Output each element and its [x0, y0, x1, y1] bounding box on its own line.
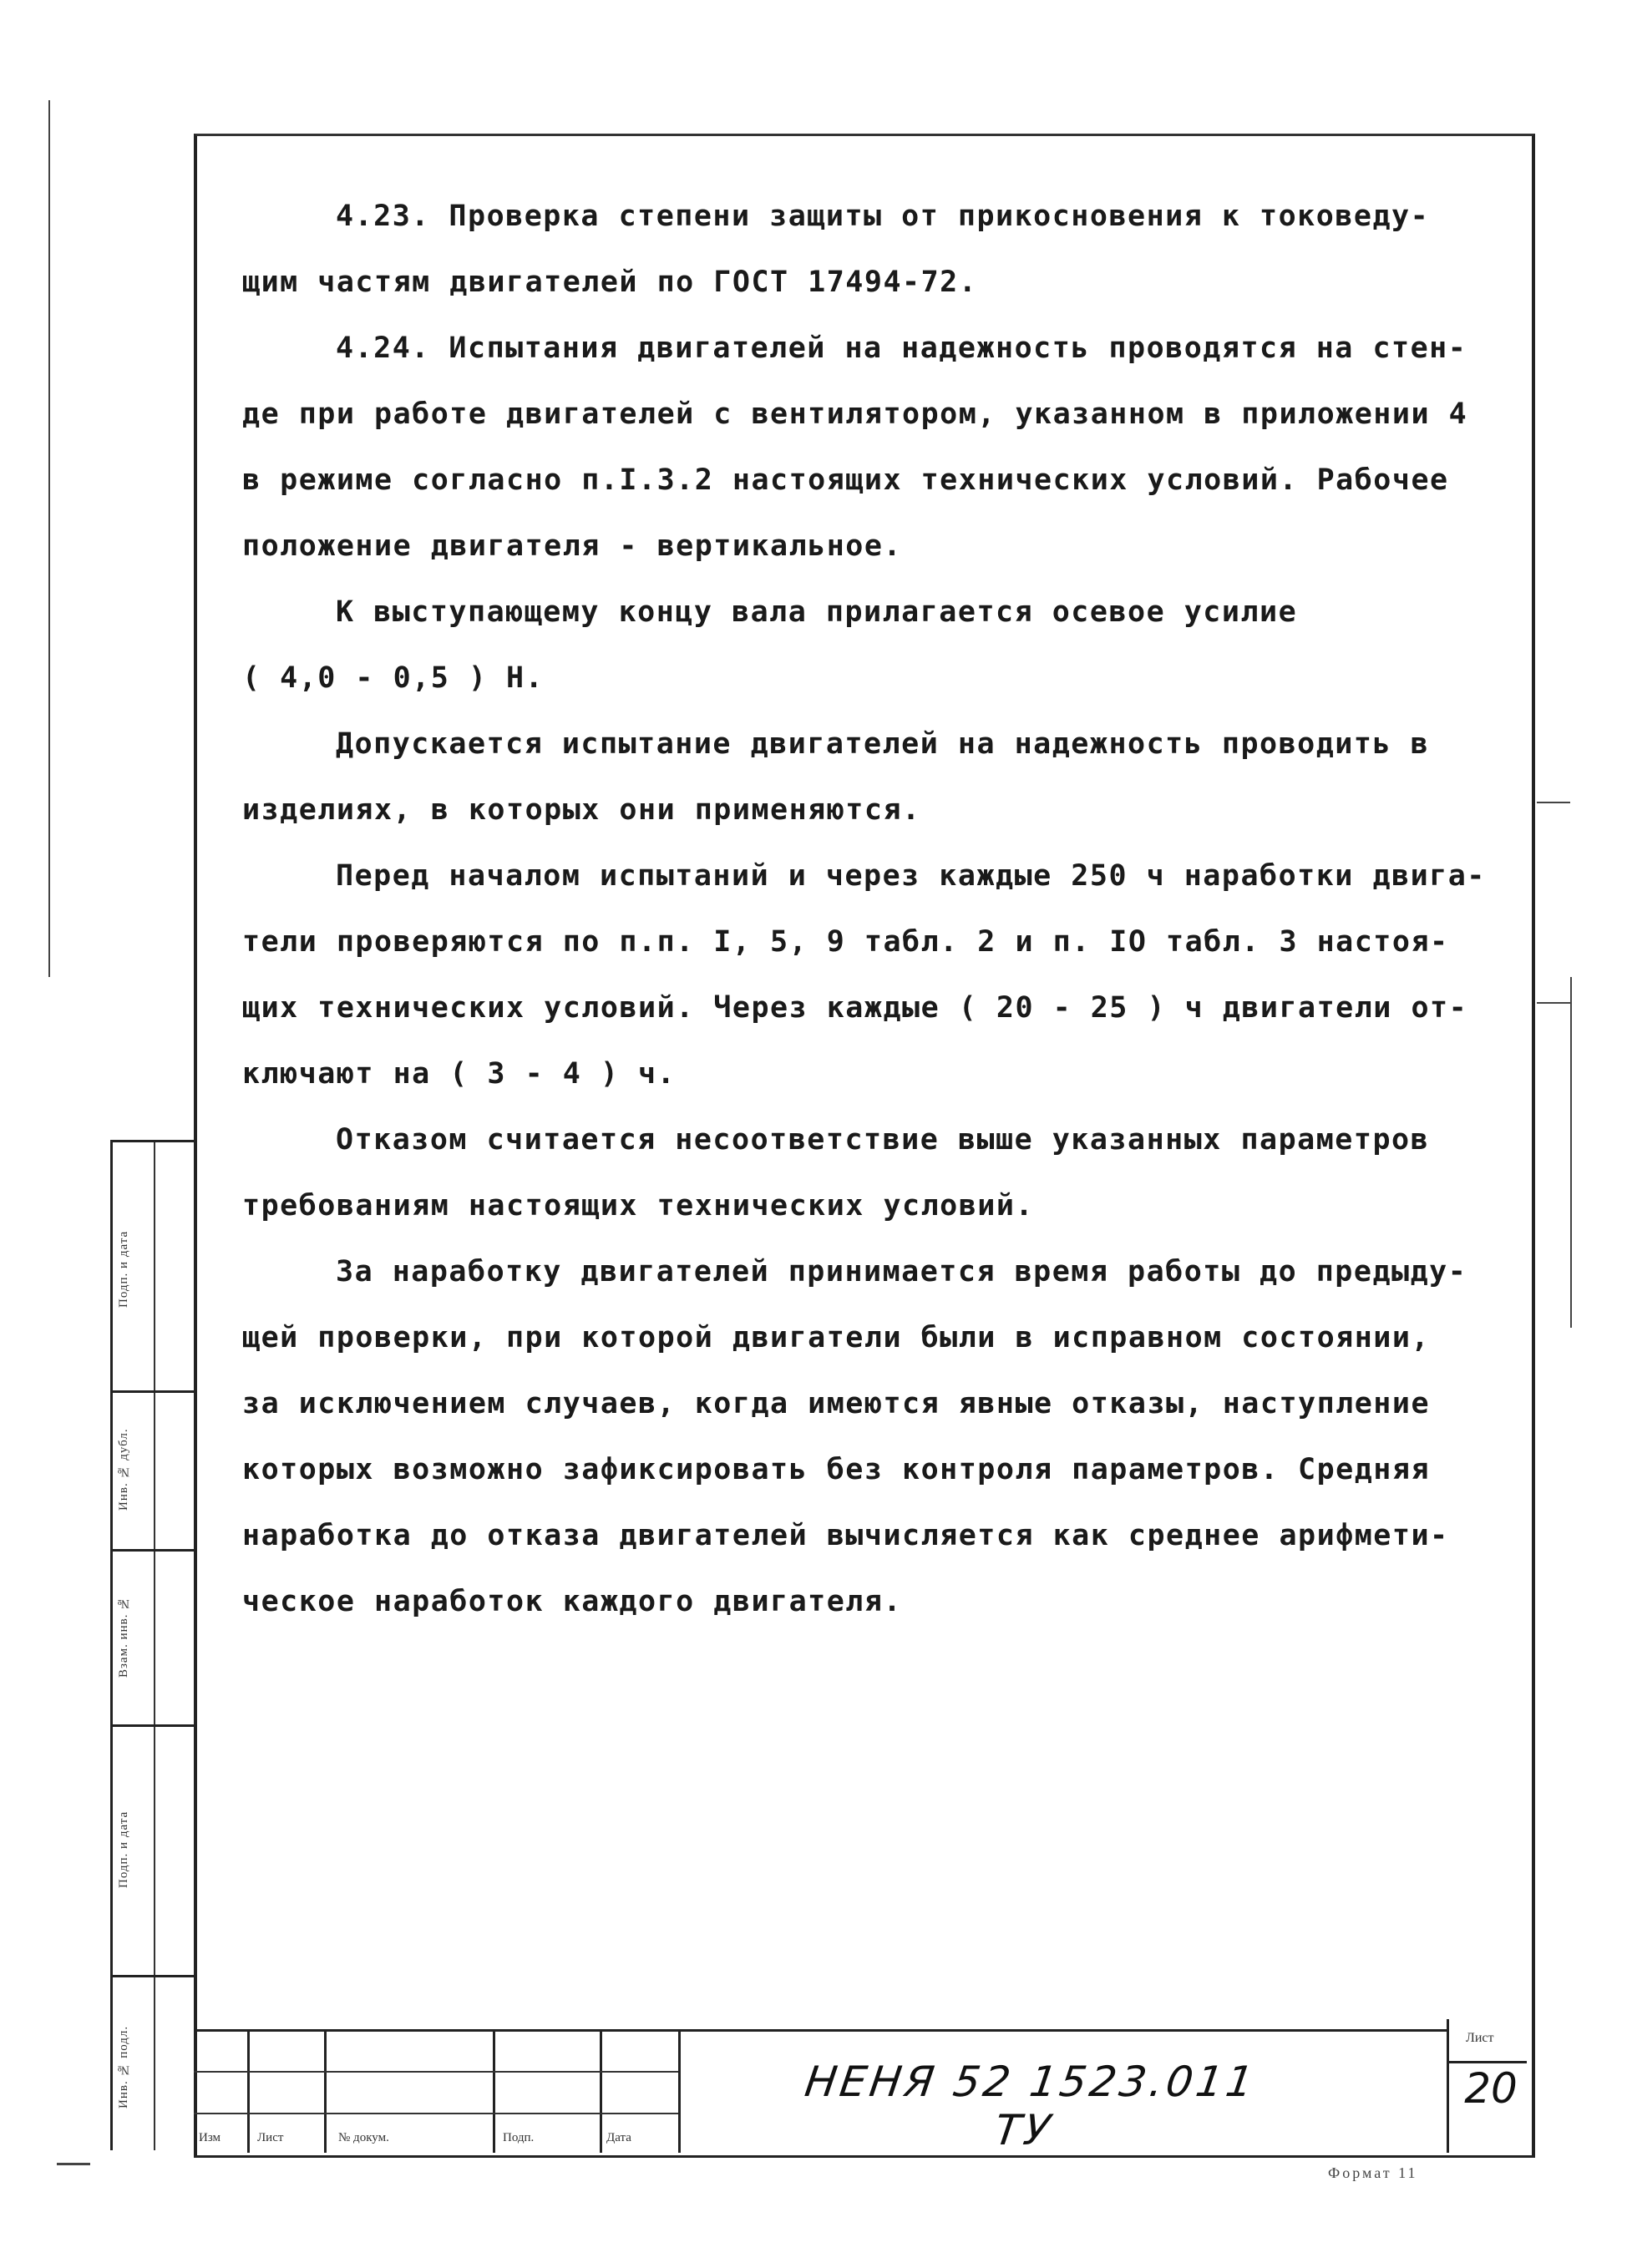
- title-block-row-line: [194, 2071, 678, 2073]
- text-line: ( 4,0 - 0,5 ) Н.: [242, 661, 545, 695]
- document-number: НЕНЯ 52 1523.011 ТУ: [802, 2058, 1260, 2154]
- side-divider: [110, 1724, 194, 1727]
- text-line: Допускается испытание двигателей на надежность проводить в: [336, 727, 1430, 761]
- side-label-replace-inv: Взам. инв. №: [117, 1595, 130, 1678]
- side-divider: [110, 1549, 194, 1552]
- col-label-doc-no: № докум.: [338, 2131, 389, 2144]
- scan-tick-mark: [1537, 1002, 1570, 1004]
- text-line: щей проверки, при которой двигатели были в исправном состоянии,: [242, 1321, 1431, 1354]
- col-label-change: Изм: [199, 2131, 221, 2144]
- side-label-sign-date-2: Подп. и дата: [117, 1810, 130, 1889]
- text-line: Отказом считается несоответствие выше указанных параметров: [336, 1123, 1430, 1157]
- col-label-date: Дата: [606, 2131, 631, 2144]
- title-block-top-line: [194, 2029, 1447, 2032]
- scan-edge-mark: [48, 100, 50, 977]
- sheet-label: Лист: [1466, 2031, 1494, 2045]
- text-line: ключают на ( 3 - 4 ) ч.: [242, 1057, 677, 1091]
- side-label-dup-inv: Инв. № дубл.: [117, 1428, 130, 1511]
- text-line: которых возможно зафиксировать без контроля параметров. Средняя: [242, 1453, 1431, 1486]
- format-mark: Формат 11: [1328, 2164, 1418, 2181]
- text-line: де при работе двигателей с вентилятором, указанном в приложении 4: [242, 397, 1468, 431]
- side-divider: [110, 1975, 194, 1977]
- col-label-sheet: Лист: [257, 2131, 284, 2144]
- text-line: за исключением случаев, когда имеются явные отказы, наступление: [242, 1387, 1431, 1420]
- text-line: 4.23. Проверка степени защиты от прикосновения к токоведу-: [336, 200, 1430, 233]
- text-line: положение двигателя - вертикальное.: [242, 529, 903, 563]
- title-block-divider: [324, 2029, 327, 2153]
- text-line: 4.24. Испытания двигателей на надежность проводятся на стен-: [336, 332, 1467, 365]
- title-block-divider: [247, 2029, 250, 2153]
- text-line: ческое наработок каждого двигателя.: [242, 1585, 903, 1618]
- side-stamp-inner-line: [154, 1140, 155, 2150]
- sheet-number: 20: [1464, 2064, 1518, 2113]
- text-line: К выступающему концу вала прилагается осевое усилие: [336, 595, 1298, 629]
- title-block-divider: [678, 2029, 681, 2153]
- sheet-number-divider: [1447, 2061, 1527, 2063]
- scan-edge-mark: [1570, 977, 1572, 1328]
- text-line: изделиях, в которых они применяются.: [242, 793, 921, 827]
- scan-tick-mark: [57, 2163, 90, 2165]
- document-body: [242, 184, 1487, 1635]
- col-label-sign: Подп.: [503, 2131, 535, 2144]
- text-line: наработка до отказа двигателей вычисляется как среднее арифмети-: [242, 1519, 1449, 1552]
- text-line: тели проверяются по п.п. I, 5, 9 табл. 2 и п. IO табл. 3 настоя-: [242, 925, 1449, 959]
- text-line: щим частям двигателей по ГОСТ 17494-72.: [242, 266, 978, 299]
- title-block-divider: [600, 2029, 602, 2153]
- text-line: щих технических условий. Через каждые ( 20 - 25 ) ч двигатели от-: [242, 991, 1468, 1025]
- side-divider: [110, 1140, 194, 1142]
- text-line: требованиям настоящих технических условий.: [242, 1189, 1035, 1223]
- text-line: в режиме согласно п.I.3.2 настоящих технических условий. Рабочее: [242, 463, 1449, 497]
- text-line: Перед началом испытаний и через каждые 250 ч наработки двига-: [336, 859, 1486, 893]
- title-block-row-line: [194, 2113, 678, 2114]
- scan-tick-mark: [1537, 802, 1570, 803]
- title-block-divider: [493, 2029, 495, 2153]
- side-divider: [110, 1390, 194, 1393]
- side-label-orig-inv: Инв. № подл.: [117, 2025, 130, 2109]
- side-label-sign-date: Подп. и дата: [117, 1230, 130, 1309]
- text-line: За наработку двигателей принимается время работы до предыду-: [336, 1255, 1467, 1288]
